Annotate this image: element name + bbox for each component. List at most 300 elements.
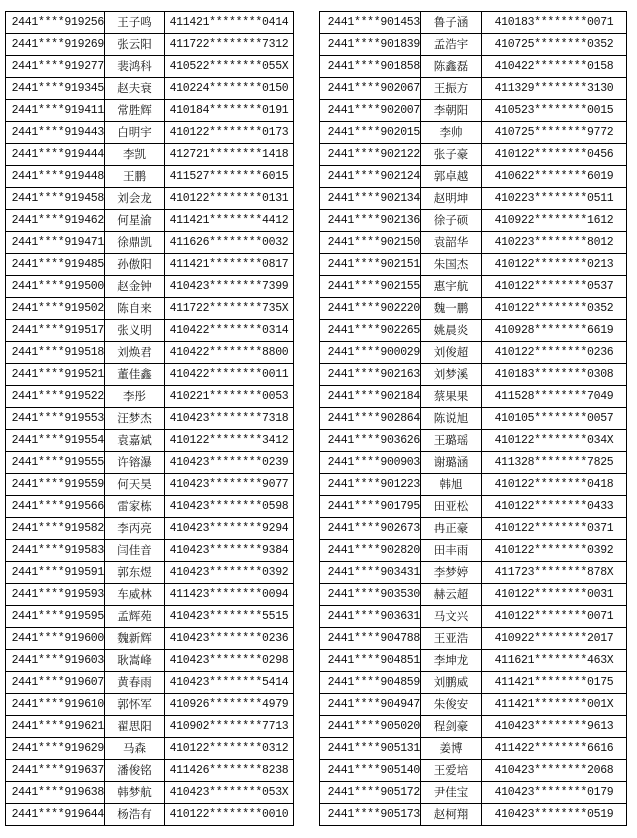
table-row xyxy=(320,694,627,716)
id-number-cell: 410223********0511 xyxy=(482,188,627,210)
name-cell: 刘俊超 xyxy=(421,342,482,364)
ticket-number-cell: 2441****902122 xyxy=(320,144,421,166)
table-row xyxy=(320,12,627,34)
name-cell: 赵夫衰 xyxy=(105,78,165,100)
id-number-cell: 411422********6616 xyxy=(482,738,627,760)
name-cell: 李彤 xyxy=(105,386,165,408)
table-row xyxy=(320,738,627,760)
ticket-number-cell: 2441****902184 xyxy=(320,386,421,408)
ticket-number-cell: 2441****902150 xyxy=(320,232,421,254)
id-number-cell: 411621********463X xyxy=(482,650,627,672)
table-row xyxy=(320,232,627,254)
name-cell: 孟浩宇 xyxy=(421,34,482,56)
ticket-number-cell: 2441****904851 xyxy=(320,650,421,672)
table-row xyxy=(6,232,294,254)
id-number-cell: 410423********5515 xyxy=(165,606,294,628)
ticket-number-cell: 2441****919559 xyxy=(6,474,105,496)
id-number-cell: 410422********8800 xyxy=(165,342,294,364)
name-cell: 李梦婷 xyxy=(421,562,482,584)
name-cell: 常胜辉 xyxy=(105,100,165,122)
table-row xyxy=(6,298,294,320)
table-row xyxy=(6,34,294,56)
ticket-number-cell: 2441****919500 xyxy=(6,276,105,298)
ticket-number-cell: 2441****902163 xyxy=(320,364,421,386)
table-row xyxy=(320,144,627,166)
id-number-cell: 410422********0314 xyxy=(165,320,294,342)
table-row xyxy=(6,760,294,782)
id-number-cell: 411421********0175 xyxy=(482,672,627,694)
table-row xyxy=(6,672,294,694)
name-cell: 张云阳 xyxy=(105,34,165,56)
table-row xyxy=(320,716,627,738)
name-cell: 白明宇 xyxy=(105,122,165,144)
name-cell: 徐子硕 xyxy=(421,210,482,232)
name-cell: 马文兴 xyxy=(421,606,482,628)
ticket-number-cell: 2441****905020 xyxy=(320,716,421,738)
table-row xyxy=(6,12,294,34)
id-number-cell: 410622********6019 xyxy=(482,166,627,188)
name-cell: 杨浩有 xyxy=(105,804,165,826)
id-number-cell: 410922********1612 xyxy=(482,210,627,232)
ticket-number-cell: 2441****902124 xyxy=(320,166,421,188)
id-number-cell: 410122********0010 xyxy=(165,804,294,826)
ticket-number-cell: 2441****903631 xyxy=(320,606,421,628)
name-cell: 刘焕君 xyxy=(105,342,165,364)
table-row xyxy=(320,122,627,144)
ticket-number-cell: 2441****919600 xyxy=(6,628,105,650)
id-number-cell: 411722********7312 xyxy=(165,34,294,56)
ticket-number-cell: 2441****919462 xyxy=(6,210,105,232)
table-row xyxy=(320,584,627,606)
name-cell: 姚晨炎 xyxy=(421,320,482,342)
ticket-number-cell: 2441****919444 xyxy=(6,144,105,166)
name-cell: 田丰雨 xyxy=(421,540,482,562)
id-number-cell: 410122********0071 xyxy=(482,606,627,628)
ticket-number-cell: 2441****905173 xyxy=(320,804,421,826)
id-number-cell: 410224********0150 xyxy=(165,78,294,100)
id-number-cell: 410523********0015 xyxy=(482,100,627,122)
id-number-cell: 410423********9613 xyxy=(482,716,627,738)
table-row xyxy=(6,496,294,518)
id-number-cell: 410922********2017 xyxy=(482,628,627,650)
name-cell: 潘俊铭 xyxy=(105,760,165,782)
id-number-cell: 410423********9077 xyxy=(165,474,294,496)
name-cell: 冉正豪 xyxy=(421,518,482,540)
ticket-number-cell: 2441****919555 xyxy=(6,452,105,474)
name-cell: 蔡果果 xyxy=(421,386,482,408)
ticket-number-cell: 2441****919471 xyxy=(6,232,105,254)
name-cell: 董佳鑫 xyxy=(105,364,165,386)
ticket-number-cell: 2441****919518 xyxy=(6,342,105,364)
table-row xyxy=(320,672,627,694)
name-cell: 黄春雨 xyxy=(105,672,165,694)
table-row xyxy=(6,210,294,232)
table-row xyxy=(6,452,294,474)
ticket-number-cell: 2441****919443 xyxy=(6,122,105,144)
id-number-cell: 410122********0213 xyxy=(482,254,627,276)
id-number-cell: 410423********0236 xyxy=(165,628,294,650)
name-cell: 李坤龙 xyxy=(421,650,482,672)
id-number-cell: 410928********6619 xyxy=(482,320,627,342)
table-row xyxy=(6,364,294,386)
table-row xyxy=(320,34,627,56)
left-roster-body xyxy=(6,12,294,826)
name-cell: 王子鸣 xyxy=(105,12,165,34)
name-cell: 赵金钟 xyxy=(105,276,165,298)
name-cell: 姜博 xyxy=(421,738,482,760)
id-number-cell: 410725********9772 xyxy=(482,122,627,144)
id-number-cell: 410423********9384 xyxy=(165,540,294,562)
name-cell: 徐鼎凯 xyxy=(105,232,165,254)
table-row xyxy=(320,562,627,584)
ticket-number-cell: 2441****919644 xyxy=(6,804,105,826)
name-cell: 赵柯翔 xyxy=(421,804,482,826)
ticket-number-cell: 2441****919521 xyxy=(6,364,105,386)
ticket-number-cell: 2441****919485 xyxy=(6,254,105,276)
name-cell: 惠宇航 xyxy=(421,276,482,298)
table-row xyxy=(6,716,294,738)
id-number-cell: 410122********0433 xyxy=(482,496,627,518)
id-number-cell: 411329********3130 xyxy=(482,78,627,100)
table-row xyxy=(6,804,294,826)
left-roster-table xyxy=(5,11,294,826)
id-number-cell: 411423********0094 xyxy=(165,584,294,606)
id-number-cell: 410926********4979 xyxy=(165,694,294,716)
id-number-cell: 411421********4412 xyxy=(165,210,294,232)
id-number-cell: 410183********0308 xyxy=(482,364,627,386)
name-cell: 陈说旭 xyxy=(421,408,482,430)
name-cell: 朱国杰 xyxy=(421,254,482,276)
ticket-number-cell: 2441****901453 xyxy=(320,12,421,34)
id-number-cell: 410122********0371 xyxy=(482,518,627,540)
table-row xyxy=(320,342,627,364)
name-cell: 李帅 xyxy=(421,122,482,144)
name-cell: 陈自来 xyxy=(105,298,165,320)
table-row xyxy=(6,408,294,430)
id-number-cell: 410902********7713 xyxy=(165,716,294,738)
ticket-number-cell: 2441****902864 xyxy=(320,408,421,430)
table-row xyxy=(320,804,627,826)
ticket-number-cell: 2441****905131 xyxy=(320,738,421,760)
ticket-number-cell: 2441****919277 xyxy=(6,56,105,78)
ticket-number-cell: 2441****919566 xyxy=(6,496,105,518)
table-row xyxy=(6,78,294,100)
table-row xyxy=(6,386,294,408)
table-row xyxy=(6,276,294,298)
name-cell: 王爱培 xyxy=(421,760,482,782)
table-row xyxy=(6,320,294,342)
name-cell: 郭卓越 xyxy=(421,166,482,188)
id-number-cell: 411421********0414 xyxy=(165,12,294,34)
name-cell: 朱俊安 xyxy=(421,694,482,716)
table-row xyxy=(320,650,627,672)
table-row xyxy=(6,100,294,122)
ticket-number-cell: 2441****919554 xyxy=(6,430,105,452)
name-cell: 王亚浩 xyxy=(421,628,482,650)
name-cell: 刘会龙 xyxy=(105,188,165,210)
id-number-cell: 411626********0032 xyxy=(165,232,294,254)
id-number-cell: 410122********3412 xyxy=(165,430,294,452)
table-row xyxy=(6,122,294,144)
table-row xyxy=(6,738,294,760)
id-number-cell: 411328********7825 xyxy=(482,452,627,474)
ticket-number-cell: 2441****902220 xyxy=(320,298,421,320)
ticket-number-cell: 2441****919591 xyxy=(6,562,105,584)
ticket-number-cell: 2441****901795 xyxy=(320,496,421,518)
ticket-number-cell: 2441****919595 xyxy=(6,606,105,628)
right-roster-table xyxy=(319,11,627,826)
id-number-cell: 410725********0352 xyxy=(482,34,627,56)
ticket-number-cell: 2441****905140 xyxy=(320,760,421,782)
table-row xyxy=(6,342,294,364)
id-number-cell: 410122********0173 xyxy=(165,122,294,144)
id-number-cell: 411421********0817 xyxy=(165,254,294,276)
ticket-number-cell: 2441****919593 xyxy=(6,584,105,606)
ticket-number-cell: 2441****919256 xyxy=(6,12,105,34)
name-cell: 孙傲阳 xyxy=(105,254,165,276)
id-number-cell: 410122********0131 xyxy=(165,188,294,210)
table-row xyxy=(6,474,294,496)
table-row xyxy=(320,78,627,100)
table-row xyxy=(320,100,627,122)
ticket-number-cell: 2441****902265 xyxy=(320,320,421,342)
name-cell: 韩梦航 xyxy=(105,782,165,804)
name-cell: 郭怀军 xyxy=(105,694,165,716)
name-cell: 程剑豪 xyxy=(421,716,482,738)
id-number-cell: 410184********0191 xyxy=(165,100,294,122)
table-row xyxy=(320,760,627,782)
name-cell: 赫云超 xyxy=(421,584,482,606)
name-cell: 王振方 xyxy=(421,78,482,100)
name-cell: 王璐瑶 xyxy=(421,430,482,452)
table-row xyxy=(6,628,294,650)
name-cell: 韩旭 xyxy=(421,474,482,496)
id-number-cell: 410221********0053 xyxy=(165,386,294,408)
table-row xyxy=(6,56,294,78)
table-row xyxy=(6,540,294,562)
id-number-cell: 410423********0598 xyxy=(165,496,294,518)
table-row xyxy=(320,188,627,210)
id-number-cell: 411421********001X xyxy=(482,694,627,716)
name-cell: 刘梦溪 xyxy=(421,364,482,386)
name-cell: 李凯 xyxy=(105,144,165,166)
ticket-number-cell: 2441****919448 xyxy=(6,166,105,188)
table-row xyxy=(6,518,294,540)
id-number-cell: 410423********7318 xyxy=(165,408,294,430)
ticket-number-cell: 2441****903626 xyxy=(320,430,421,452)
ticket-number-cell: 2441****902007 xyxy=(320,100,421,122)
table-row xyxy=(320,606,627,628)
name-cell: 耿嵩峰 xyxy=(105,650,165,672)
ticket-number-cell: 2441****902136 xyxy=(320,210,421,232)
name-cell: 许镕瀑 xyxy=(105,452,165,474)
table-row xyxy=(6,166,294,188)
table-row xyxy=(320,210,627,232)
name-cell: 魏一鹏 xyxy=(421,298,482,320)
ticket-number-cell: 2441****904947 xyxy=(320,694,421,716)
id-number-cell: 410422********0158 xyxy=(482,56,627,78)
id-number-cell: 411527********6015 xyxy=(165,166,294,188)
table-row xyxy=(6,144,294,166)
table-row xyxy=(6,606,294,628)
name-cell: 李丙亮 xyxy=(105,518,165,540)
ticket-number-cell: 2441****919411 xyxy=(6,100,105,122)
id-number-cell: 410122********0456 xyxy=(482,144,627,166)
table-row xyxy=(6,782,294,804)
ticket-number-cell: 2441****904788 xyxy=(320,628,421,650)
name-cell: 魏新辉 xyxy=(105,628,165,650)
table-row xyxy=(6,562,294,584)
table-row xyxy=(320,452,627,474)
table-row xyxy=(320,628,627,650)
name-cell: 孟辉苑 xyxy=(105,606,165,628)
table-row xyxy=(320,298,627,320)
id-number-cell: 410423********0392 xyxy=(165,562,294,584)
table-row xyxy=(320,540,627,562)
name-cell: 何星渝 xyxy=(105,210,165,232)
name-cell: 王鹏 xyxy=(105,166,165,188)
ticket-number-cell: 2441****901223 xyxy=(320,474,421,496)
name-cell: 谢璐涵 xyxy=(421,452,482,474)
id-number-cell: 411528********7049 xyxy=(482,386,627,408)
ticket-number-cell: 2441****919269 xyxy=(6,34,105,56)
name-cell: 袁嘉斌 xyxy=(105,430,165,452)
table-row xyxy=(6,694,294,716)
ticket-number-cell: 2441****902067 xyxy=(320,78,421,100)
ticket-number-cell: 2441****900903 xyxy=(320,452,421,474)
id-number-cell: 410122********0352 xyxy=(482,298,627,320)
id-number-cell: 410423********053X xyxy=(165,782,294,804)
table-row xyxy=(6,188,294,210)
table-row xyxy=(6,430,294,452)
table-row xyxy=(320,56,627,78)
table-row xyxy=(320,782,627,804)
name-cell: 袁韶华 xyxy=(421,232,482,254)
id-number-cell: 410122********0312 xyxy=(165,738,294,760)
id-number-cell: 410423********2068 xyxy=(482,760,627,782)
ticket-number-cell: 2441****903431 xyxy=(320,562,421,584)
name-cell: 鲁子涵 xyxy=(421,12,482,34)
id-number-cell: 410423********7399 xyxy=(165,276,294,298)
table-row xyxy=(320,276,627,298)
id-number-cell: 411426********8238 xyxy=(165,760,294,782)
ticket-number-cell: 2441****919582 xyxy=(6,518,105,540)
ticket-number-cell: 2441****901858 xyxy=(320,56,421,78)
ticket-number-cell: 2441****919517 xyxy=(6,320,105,342)
ticket-number-cell: 2441****904859 xyxy=(320,672,421,694)
name-cell: 翟思阳 xyxy=(105,716,165,738)
ticket-number-cell: 2441****919345 xyxy=(6,78,105,100)
name-cell: 裴鸿科 xyxy=(105,56,165,78)
table-row xyxy=(320,430,627,452)
table-row xyxy=(320,518,627,540)
ticket-number-cell: 2441****901839 xyxy=(320,34,421,56)
table-row xyxy=(320,364,627,386)
name-cell: 闫佳音 xyxy=(105,540,165,562)
ticket-number-cell: 2441****919621 xyxy=(6,716,105,738)
ticket-number-cell: 2441****919610 xyxy=(6,694,105,716)
ticket-number-cell: 2441****902015 xyxy=(320,122,421,144)
table-row xyxy=(320,408,627,430)
ticket-number-cell: 2441****919522 xyxy=(6,386,105,408)
ticket-number-cell: 2441****919502 xyxy=(6,298,105,320)
ticket-number-cell: 2441****919607 xyxy=(6,672,105,694)
id-number-cell: 410422********0011 xyxy=(165,364,294,386)
table-row xyxy=(320,496,627,518)
right-roster-body xyxy=(320,12,627,826)
id-number-cell: 410183********0071 xyxy=(482,12,627,34)
id-number-cell: 410122********034X xyxy=(482,430,627,452)
name-cell: 汪梦杰 xyxy=(105,408,165,430)
name-cell: 田亚松 xyxy=(421,496,482,518)
name-cell: 何天昊 xyxy=(105,474,165,496)
id-number-cell: 410522********055X xyxy=(165,56,294,78)
table-row xyxy=(6,254,294,276)
name-cell: 李朝阳 xyxy=(421,100,482,122)
id-number-cell: 410105********0057 xyxy=(482,408,627,430)
ticket-number-cell: 2441****900029 xyxy=(320,342,421,364)
ticket-number-cell: 2441****919638 xyxy=(6,782,105,804)
table-row xyxy=(6,650,294,672)
id-number-cell: 410122********0537 xyxy=(482,276,627,298)
ticket-number-cell: 2441****902820 xyxy=(320,540,421,562)
ticket-number-cell: 2441****903530 xyxy=(320,584,421,606)
name-cell: 赵明坤 xyxy=(421,188,482,210)
table-row xyxy=(6,584,294,606)
name-cell: 张子豪 xyxy=(421,144,482,166)
table-row xyxy=(320,474,627,496)
id-number-cell: 410122********0236 xyxy=(482,342,627,364)
ticket-number-cell: 2441****919637 xyxy=(6,760,105,782)
ticket-number-cell: 2441****919583 xyxy=(6,540,105,562)
ticket-number-cell: 2441****902155 xyxy=(320,276,421,298)
name-cell: 陈鑫磊 xyxy=(421,56,482,78)
id-number-cell: 411722********735X xyxy=(165,298,294,320)
ticket-number-cell: 2441****919629 xyxy=(6,738,105,760)
id-number-cell: 410423********0298 xyxy=(165,650,294,672)
id-number-cell: 410122********0418 xyxy=(482,474,627,496)
name-cell: 张义明 xyxy=(105,320,165,342)
id-number-cell: 410223********8012 xyxy=(482,232,627,254)
ticket-number-cell: 2441****902134 xyxy=(320,188,421,210)
ticket-number-cell: 2441****905172 xyxy=(320,782,421,804)
ticket-number-cell: 2441****919553 xyxy=(6,408,105,430)
id-number-cell: 410423********0179 xyxy=(482,782,627,804)
name-cell: 车威林 xyxy=(105,584,165,606)
table-row xyxy=(320,166,627,188)
name-cell: 刘鹏威 xyxy=(421,672,482,694)
id-number-cell: 410423********0239 xyxy=(165,452,294,474)
id-number-cell: 410423********9294 xyxy=(165,518,294,540)
name-cell: 尹佳宝 xyxy=(421,782,482,804)
ticket-number-cell: 2441****919603 xyxy=(6,650,105,672)
id-number-cell: 410122********0031 xyxy=(482,584,627,606)
id-number-cell: 410122********0392 xyxy=(482,540,627,562)
id-number-cell: 410423********0519 xyxy=(482,804,627,826)
name-cell: 雷家栋 xyxy=(105,496,165,518)
ticket-number-cell: 2441****902673 xyxy=(320,518,421,540)
id-number-cell: 411723********878X xyxy=(482,562,627,584)
table-row xyxy=(320,254,627,276)
table-row xyxy=(320,386,627,408)
name-cell: 郭东煜 xyxy=(105,562,165,584)
table-row xyxy=(320,320,627,342)
ticket-number-cell: 2441****919458 xyxy=(6,188,105,210)
id-number-cell: 410423********5414 xyxy=(165,672,294,694)
id-number-cell: 412721********1418 xyxy=(165,144,294,166)
name-cell: 马森 xyxy=(105,738,165,760)
ticket-number-cell: 2441****902151 xyxy=(320,254,421,276)
